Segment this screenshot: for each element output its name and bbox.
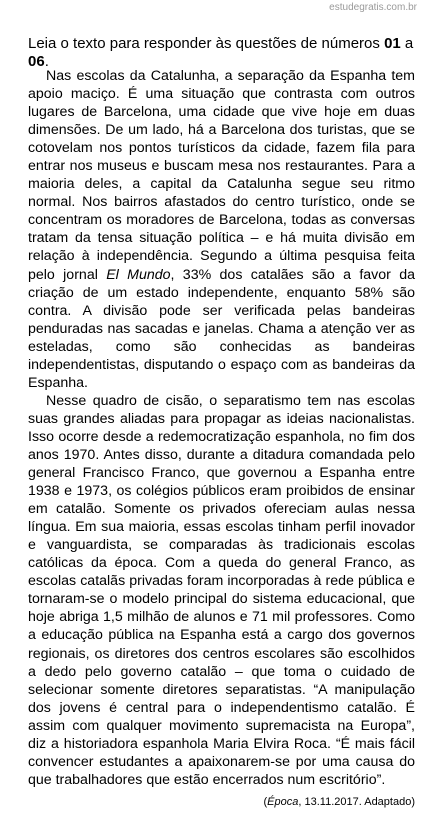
paragraph-2: Nesse quadro de cisão, o separatismo tem nas escolas suas grandes aliadas para propagar as ideias nacionalistas. Isso ocorre desde a redemocratização espanhola, no fim dos anos 1970. Antes disso, durante a ditadura comandada pelo general Francisco Franco, que governou a Espanha entre 1938 e 1973, os colégios públicos eram proibidos de ensinar em catalão. Somente os privados ofereciam aulas nessa língua. Em sua maioria, essas escolas tinham perfil inovador e vanguardista, se comparadas às tradicionais escolas católicas da época. Com a queda do general Franco, as escolas catalãs privadas foram incorporadas à rede pública e tornaram-se o modelo principal do sistema educacional, que hoje abriga 1,5 milhão de alunos e 71 mil professores. Como a educação pública na Espanha está a cargo dos governos regionais, os diretores dos centros escolares são escolhidos a dedo pelo governo catalão – que toma o cuidado de selecionar somente diretores separatistas. “A manipulação dos jovens é central para o independentismo catalão. É assim com qualquer movimento supremacista na Europa”, diz a historiadora espanhola Maria Elvira Roca. “É mais fácil convencer estudantes a apaixonarem-se por uma causa do que trabalhadores que estão encerrados num escritório”. [28, 392, 415, 788]
paragraph-1-text-b: , 33% dos catalães são a favor da criação de um estado independente, enquanto 58% são contra. A divisão pode ser verificada pelas bandeiras penduradas nas sacadas e janelas. Chama a atenção ver as esteladas, como são conhecidas as bandeiras independentistas, disputando o espaço com as bandeiras da Espanha. [28, 266, 415, 391]
instruction-suffix: . [44, 53, 49, 70]
magazine-name: Época [267, 796, 299, 808]
instruction-connector: a [400, 35, 414, 52]
newspaper-title: El Mundo [106, 266, 171, 283]
article-body [28, 67, 415, 789]
instruction-prefix: Leia o texto para responder às questões de números [28, 35, 385, 52]
question-end-number: 06 [28, 53, 45, 70]
citation-rest: , 13.11.2017. Adaptado) [298, 796, 415, 808]
source-citation [264, 795, 416, 809]
reading-instruction [28, 35, 418, 71]
site-watermark: estudegratis.com.br [329, 2, 417, 13]
citation-open: ( [263, 796, 268, 808]
paragraph-1 [28, 67, 415, 392]
question-start-number: 01 [384, 35, 401, 52]
paragraph-1-text-a: Nas escolas da Catalunha, a separação da Espanha tem apoio maciço. É uma situação que contrasta com outros lugares de Barcelona, uma cidade que vive hoje em duas dimensões. De um lado, há a Barcelona dos turistas, que se cotovelam nos pontos turísticos da cidade, fazem fila para entrar nos museus e buscam mesa nos restaurantes. Para a maioria deles, a capital da Catalunha segue seu ritmo normal. Nos bairros afastados do centro turístico, onde se concentram os moradores de Barcelona, todas as conversas tratam da tensa situação política – e há muita divisão em relação à independência. Segundo a última pesquisa feita pelo jornal [28, 68, 415, 283]
